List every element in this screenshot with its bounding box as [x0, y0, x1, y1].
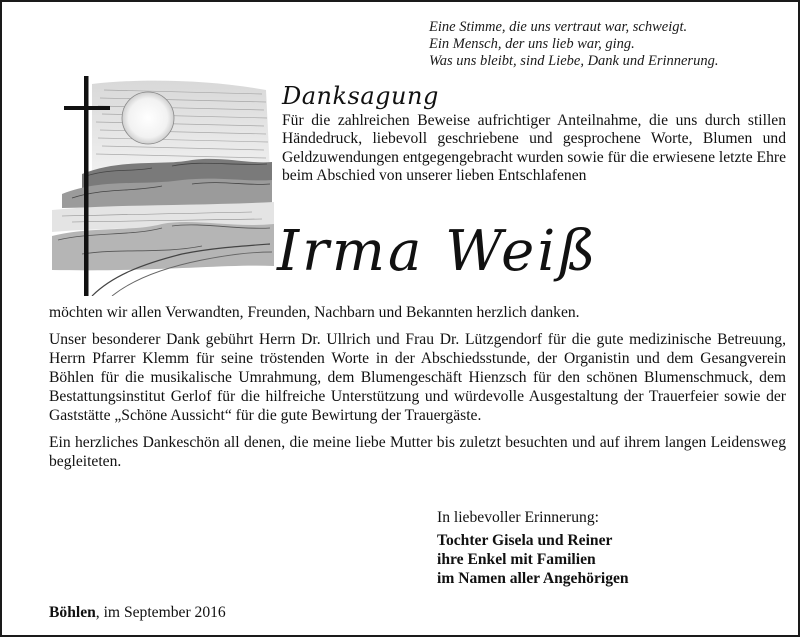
- quote-line: Eine Stimme, die uns vertraut war, schweigt.: [429, 19, 688, 35]
- special-thanks-paragraph: Unser besonderer Dank gebührt Herrn Dr. Ullrich und Frau Dr. Lützgendorf für die gute medizinische Betreuung, Herrn Pfarrer Klemm für seine tröstenden Worte in der Abschiedsstunde, der Organistin und dem Gesangverein Böhlen für die musikalische Umrahmung, dem Blumengeschäft Hienzsch für den schönen Blumenschmuck, dem Bestattungsinstitut Gerlof für die hilfreiche Unterstützung und würdevolle Ausgestaltung der Trauerfeier sowie der Gaststätte „Schöne Aussicht“ für die gute Bewirtung der Trauergäste.: [49, 331, 786, 424]
- quote-line: Ein Mensch, der uns lieb war, ging.: [429, 36, 635, 52]
- place-date: [49, 604, 226, 622]
- signature-line: Tochter Gisela und Reiner: [437, 532, 613, 549]
- signature-line: ihre Enkel mit Familien: [437, 551, 596, 568]
- intro-paragraph: Für die zahlreichen Beweise aufrichtiger Anteilnahme, die uns durch stillen Händedruck, liebevoll geschriebene und gesprochene Worte, Blumen und Geldzuwendungen entgegengebracht wurden sowie für die erwiesene letzte Ehre beim Abschied von unserer lieben Entschlafenen: [282, 112, 786, 184]
- deceased-name: Irma Weiß: [277, 219, 599, 284]
- title-danksagung: Danksagung: [282, 82, 439, 110]
- signature-intro: In liebevoller Erinnerung:: [437, 509, 599, 526]
- thanks-paragraph: möchten wir allen Verwandten, Freunden, Nachbarn und Bekannten herzlich danken.: [49, 304, 580, 321]
- signature-line: im Namen aller Angehörigen: [437, 570, 629, 587]
- landscape-sketch-illustration: [52, 76, 274, 296]
- closing-paragraph: Ein herzliches Dankeschön all denen, die meine liebe Mutter bis zuletzt besuchten und auf ihrem langen Leidensweg begleiteten.: [49, 434, 786, 470]
- memorial-quote: [429, 19, 789, 70]
- date-text: , im September 2016: [95, 604, 226, 621]
- quote-line: Was uns bleibt, sind Liebe, Dank und Erinnerung.: [429, 53, 719, 69]
- body-text: [49, 303, 786, 471]
- place-name: Böhlen: [49, 604, 96, 621]
- signature-block: [437, 508, 629, 588]
- sun-icon: [122, 92, 174, 144]
